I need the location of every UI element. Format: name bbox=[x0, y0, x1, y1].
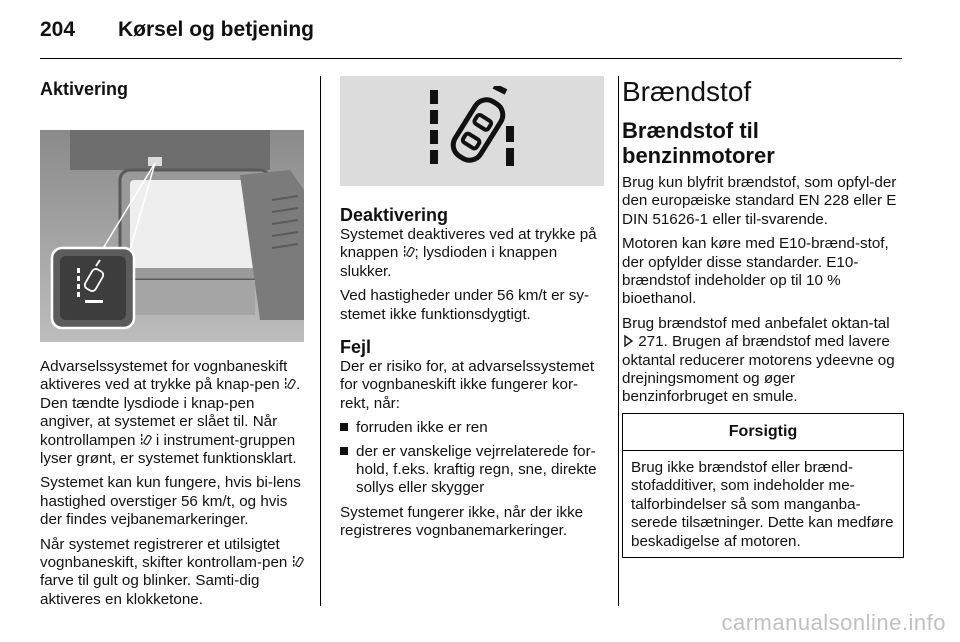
text-run: Advarselssystemet for vognbaneskift aktiveres ved at trykke på knap-pen bbox=[40, 358, 288, 394]
paragraph bbox=[340, 226, 604, 281]
paragraph bbox=[40, 536, 304, 610]
chapter-title: Kørsel og betjening bbox=[118, 18, 315, 41]
paragraph: Der er risiko for, at advarselssystemet for vognbaneskift ikke fungerer kor-rekt, når: bbox=[340, 358, 595, 412]
column-divider bbox=[320, 76, 321, 606]
column-divider bbox=[618, 76, 619, 606]
paragraph: Systemet fungerer ikke, når der ikke registreres vognbanemarkeringer. bbox=[340, 503, 584, 540]
text-run: Når systemet registrerer et utilsigtet vognbaneskift, skifter kontrollam-pen bbox=[40, 535, 292, 572]
bullet-square-icon bbox=[340, 447, 348, 455]
column-aktivering bbox=[40, 76, 304, 615]
column-braendstof bbox=[622, 76, 904, 558]
paragraph: Motoren kan køre med E10-brænd-stof, der opfylder disse standarder. E10-brændstof indeholder op til 10 % bioethanol. bbox=[622, 235, 889, 308]
list-item bbox=[340, 443, 604, 498]
column-deaktivering bbox=[340, 76, 604, 547]
paragraph: Ved hastigheder under 56 km/t er sy-stemet ikke funktionsdygtigt. bbox=[340, 287, 590, 323]
section-subtitle: Brændstof til benzinmotorer bbox=[622, 118, 775, 168]
text-run: farve til gult og blinker. Samti-dig aktiveres en klokketone. bbox=[40, 572, 260, 608]
text-run: ; lysdioden i knappen slukker. bbox=[340, 244, 558, 280]
paragraph bbox=[40, 358, 304, 468]
lane-departure-icon bbox=[140, 433, 152, 447]
text-run: Systemet deaktiveres ved at trykke på knappen bbox=[340, 226, 597, 262]
text-run: . Den tændte lysdiode i knap-pen angiver, at systemet er slået til. Når kontrollampen bbox=[40, 376, 301, 449]
section-heading-aktivering: Aktivering bbox=[40, 79, 129, 99]
section-title: Brændstof bbox=[622, 76, 752, 107]
list-item-text: der er vanskelige vejrrelaterede for-hold, f.eks. kraftig regn, sne, direkte sollys eller skygger bbox=[356, 442, 597, 497]
paragraph bbox=[622, 315, 904, 407]
bullet-square-icon bbox=[340, 423, 348, 431]
page-reference-icon bbox=[622, 334, 634, 348]
caution-text: Brug ikke brændstof eller brænd-stofadditiver, som indeholder me-talforbindelser så som manganba-serede tilsætninger. Dette kan medføre beskadigelse af motoren. bbox=[631, 458, 894, 550]
text-run: 271. Brugen af brændstof med lavere oktantal reducerer motorens ydeevne og drejningsmoment og øger benzinforbruget en smule. bbox=[622, 333, 895, 406]
caution-box bbox=[622, 413, 904, 558]
lane-departure-symbol-panel bbox=[340, 76, 604, 186]
lane-departure-icon bbox=[422, 86, 522, 176]
list-item-text: forruden ikke er ren bbox=[356, 419, 488, 437]
lane-departure-icon bbox=[292, 555, 304, 569]
lane-departure-icon bbox=[403, 245, 415, 259]
lane-departure-icon bbox=[284, 377, 296, 391]
text-run: i instrument-gruppen lyser grønt, er systemet funktionsklart. bbox=[40, 431, 297, 468]
dashboard-photo bbox=[40, 130, 304, 342]
header-rule bbox=[40, 58, 902, 59]
paragraph: Brug kun blyfrit brændstof, som opfyl-der den europæiske standard EN 228 eller E DIN 51626-1 eller til-svarende. bbox=[622, 174, 897, 228]
section-heading-deaktivering: Deaktivering bbox=[340, 205, 449, 225]
bullet-list bbox=[340, 419, 604, 498]
watermark: carmanualsonline.info bbox=[721, 610, 946, 635]
section-heading-fejl: Fejl bbox=[340, 337, 372, 358]
paragraph: Systemet kan kun fungere, hvis bi-lens hastighed overstiger 56 km/t, og hvis der findes vejbanemarkeringer. bbox=[40, 474, 301, 529]
list-item bbox=[340, 419, 604, 437]
caution-body bbox=[623, 451, 903, 557]
page-number: 204 bbox=[40, 18, 76, 41]
caution-title: Forsigtig bbox=[623, 414, 903, 451]
text-run: Brug brændstof med anbefalet oktan-tal bbox=[622, 314, 890, 332]
